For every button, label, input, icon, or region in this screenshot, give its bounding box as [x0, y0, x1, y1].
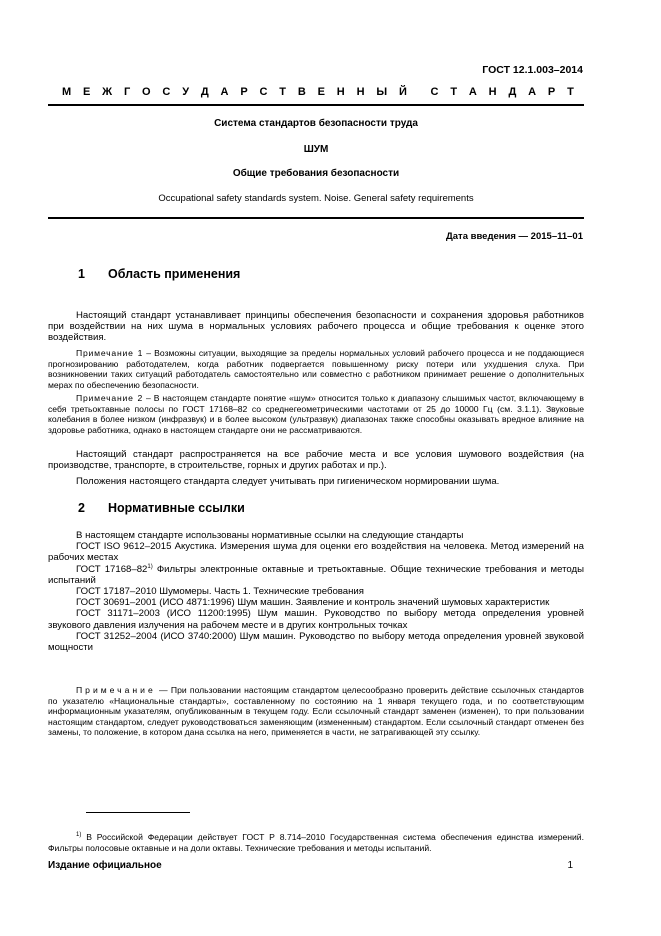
english-title: Occupational safety standards system. Noise. General safety requirements: [158, 193, 474, 204]
references-intro: В настоящем стандарте использованы нормативные ссылки на следующие стандарты: [76, 530, 464, 541]
section-1-note-2: Примечание 2 – В настоящем стандарте понятие «шум» относится только к диапазону слышимых частот, включающему в себя третьоктавные полосы по ГОСТ 17168–82 со среднегеометрическими частотами от 25 до 10000 Гц (см. 3.1.1). Звуковые колебания в более низком (инфразвук) и в более высоком (ультразвук) диапазонах также способны оказывать вредное влияние на здоровье работника, однако в настоящем стандарте они не рассматриваются.: [48, 393, 584, 435]
document-code: ГОСТ 12.1.003–2014: [482, 64, 583, 76]
page-number: 1: [567, 860, 573, 871]
official-edition-label: Издание официальное: [48, 860, 162, 871]
introduction-date: Дата введения — 2015–11–01: [446, 231, 583, 242]
footnote-mark: 1): [76, 832, 82, 839]
standards-system-title: Система стандартов безопасности труда: [214, 118, 418, 129]
footnote-separator: [86, 812, 190, 813]
header-rule: [48, 104, 584, 106]
subtitle: Общие требования безопасности: [232, 168, 400, 179]
section-1-heading: [78, 267, 240, 281]
section-title: Нормативные ссылки: [108, 501, 245, 515]
title-rule: [48, 217, 584, 219]
reference-item: ГОСТ 31252–2004 (ИСО 3740:2000) Шум машин. Руководство по выбору метода определения уровней звуковой мощности: [48, 630, 584, 654]
reference-item: ГОСТ ISO 9612–2015 Акустика. Измерения шума для оценки его воздействия на человека. Метод измерений на рабочих местах: [48, 541, 584, 564]
section-1-note-1: Примечание 1 – Возможны ситуации, выходящие за пределы нормальных условий рабочего процесса и не поддающиеся прогнозированию работодателем, когда работник подвергается повышенному риску потери или ухудшения слуха. При возникновении таких ситуаций работодатель самостоятельно или совместно с работником принимает решение о дополнительных мерах по обеспечению безопасности.: [48, 348, 584, 390]
footnote: $^{1)}$ В Российской Федерации действует ГОСТ Р 8.714–2010 Государственная система обеспечения единства измерений. Фильтры полосовые октавные и на доли октавы. Технические требования и методы испытаний.: [48, 832, 584, 853]
section-number: 1: [78, 267, 85, 281]
section-2-references: [48, 530, 584, 653]
section-2-heading: [78, 501, 245, 515]
section-1-paragraph-1: Настоящий стандарт устанавливает принципы обеспечения безопасности и сохранения здоровья работников при воздействии на них шума в нормальных условиях рабочего процесса и общие требования к оценке этого воздействия.: [48, 310, 584, 344]
reference-item: ГОСТ 30691–2001 (ИСО 4871:1996) Шум машин. Заявление и контроль значений шумовых характеристик: [76, 597, 550, 609]
reference-item: ГОСТ 17168–82$^{1)}$ Фильтры электронные октавные и третьоктавные. Общие технические требования и методы испытаний: [48, 563, 584, 586]
section-number: 2: [78, 501, 85, 515]
subject-title: ШУМ: [303, 144, 329, 155]
reference-item: ГОСТ 31171–2003 (ИСО 11200:1995) Шум машин. Руководство по выбору метода определения уровней звукового давления излучения на рабочем месте и в других контрольных точках: [48, 608, 584, 631]
reference-item: ГОСТ 17187–2010 Шумомеры. Часть 1. Технические требования: [76, 586, 364, 598]
footnote-mark: 1): [147, 563, 153, 570]
section-1-paragraph-2: Настоящий стандарт распространяется на все рабочие места и все условия шумового воздействия (на производстве, транспорте, в строительстве, горных и других работах и пр.).: [48, 449, 584, 472]
section-2-note: Примечание — При пользовании настоящим стандартом целесообразно проверить действие ссылочных стандартов по указателю «Национальные стандарты», составленному по состоянию на 1 января текущего года, и по соответствующим информационным указателям, опубликованным в текущем году. Если ссылочный стандарт заменен (изменен), то при пользовании настоящим стандартом, следует руководствоваться заменяющим (измененным) стандартом. Если ссылочный стандарт отменен без замены, то положение, в котором дана ссылка на него, применяется в части, не затрагивающей эту ссылку.: [48, 685, 584, 738]
section-1-paragraph-3: Положения настоящего стандарта следует учитывать при гигиеническом нормировании шума.: [76, 476, 500, 487]
section-title: Область применения: [108, 267, 241, 281]
interstate-standard-heading: М Е Ж Г О С У Д А Р С Т В Е Н Н Ы Й С Т А Н Д А Р Т: [62, 86, 574, 98]
